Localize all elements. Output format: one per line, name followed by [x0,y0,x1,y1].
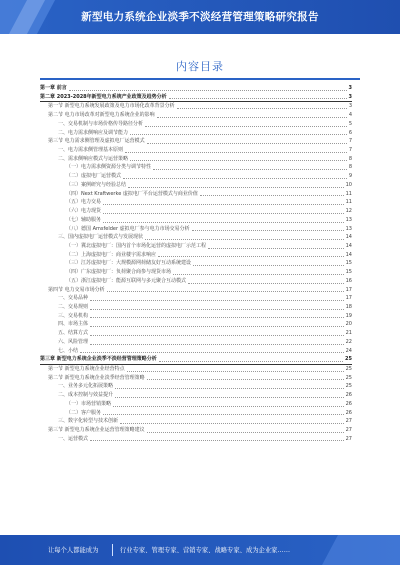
toc-entry[interactable] [40,286,352,295]
toc-entry-text: 一、运营模式 [58,435,89,442]
report-title: 新型电力系统企业淡季不淡经营管理策略研究报告 [81,11,319,23]
toc-page-number: 3 [348,93,352,100]
toc-entry[interactable] [40,172,352,181]
toc-leader-dots [147,432,344,433]
toc-leader-dots [107,291,344,292]
toc-entry[interactable] [40,382,352,391]
toc-entry[interactable] [40,259,352,268]
toc-entry[interactable] [40,146,352,155]
toc-entry-text: （四）Next Kraftwerke 虚拟电厂平台运营模式与商业价值 [66,190,198,197]
toc-page-number: 14 [345,251,352,258]
toc-entry[interactable] [40,225,352,234]
toc-entry-text: 第二节 电力市场改革对新型电力系统企业的影响 [48,112,155,119]
toc-page-number: 8 [348,164,352,171]
toc-entry-text: 第三章 新型电力系统企业淡季不淡经营管理策略分析 [40,356,157,363]
toc-page-number: 7 [348,138,352,145]
toc-page-number: 17 [345,286,352,293]
toc-leader-dots [130,134,347,135]
toc-entry[interactable] [40,312,352,321]
toc-entry-text: 一、业务多元化拓展策略 [58,383,114,390]
toc-page-number: 9 [348,173,352,180]
toc-entry[interactable] [40,391,352,400]
toc-entry[interactable] [40,374,352,383]
toc-leader-dots [173,274,344,275]
toc-leader-dots [130,160,347,161]
toc-entry-text: 三、国内虚拟电厂运营模式与发展现状 [58,234,144,241]
table-of-contents [40,84,352,443]
toc-leader-dots [157,117,347,118]
toc-page-number: 27 [345,427,352,434]
footer-decoration [322,535,400,565]
toc-leader-dots [90,326,344,327]
toc-entry-text: 七、小结 [58,347,79,354]
toc-page-number: 20 [345,321,352,328]
toc-entry-text: （八）德国 Amsfelder 虚拟电厂参与电力市场交易分析 [66,225,190,232]
toc-leader-dots [120,423,344,424]
toc-leader-dots [103,414,344,415]
toc-entry[interactable] [40,347,352,356]
toc-page-number: 3 [348,103,352,110]
toc-leader-dots [192,230,344,231]
toc-leader-dots [125,152,347,153]
toc-leader-dots [147,379,344,380]
toc-entry-text: 二、电力需求侧响应及调节能力 [58,129,129,136]
toc-entry-text: （五）电力交易 [66,199,102,206]
toc-leader-dots [115,397,344,398]
toc-entry[interactable] [40,320,352,329]
toc-page-number: 25 [345,383,352,390]
toc-page-number: 18 [345,303,352,310]
toc-entry[interactable] [40,417,352,426]
toc-page-number: 8 [348,155,352,162]
toc-page-number: 15 [345,269,352,276]
toc-page-number: 25 [345,374,352,381]
toc-entry-text: （二）客户服务 [66,409,102,416]
toc-entry[interactable] [40,329,352,338]
toc-leader-dots [103,213,344,214]
toc-page-number: 5 [348,120,352,127]
toc-page-number: 25 [345,356,352,363]
toc-entry[interactable] [40,216,352,225]
toc-entry-text: 第二节 新型电力系统企业淡季经营管理策略 [48,374,145,381]
toc-page-number: 21 [345,330,352,337]
toc-leader-dots [177,108,347,109]
toc-entry-text: 一、电力需求侧管理基本原则 [58,147,124,154]
toc-entry[interactable] [40,163,352,172]
toc-page-number: 13 [345,216,352,223]
toc-page-number: 25 [345,366,352,372]
toc-entry[interactable] [40,111,352,120]
toc-entry-text: 二、需求侧响应模式与运营策略 [58,155,129,162]
toc-entry-text: 一、交易品种 [58,295,89,302]
toc-page-number: 10 [345,181,352,188]
toc-page-number: 14 [345,234,352,241]
toc-entry[interactable] [40,198,352,207]
toc-leader-dots [90,317,344,318]
toc-entry-text: （一）冀北虚拟电厂：国内首个市场化运营的虚拟电厂示范工程 [66,242,207,249]
toc-entry-text: 第一节 新型电力系统发展政策及电力市场化改革背景分析 [48,103,175,110]
toc-entry-text: （一）市场营销策略 [66,400,112,407]
toc-leader-dots [145,126,347,127]
toc-entry[interactable] [40,426,352,435]
toc-leader-dots [115,388,344,389]
toc-page-number: 17 [345,295,352,302]
toc-entry-text: 三、交易机构 [58,312,89,319]
toc-entry-text: 第四节 电力交易市场分析 [48,286,105,293]
toc-entry-text: 五、结算方式 [58,330,89,337]
toc-entry[interactable] [40,268,352,277]
toc-leader-dots [128,187,344,188]
toc-page-number: 6 [348,129,352,136]
toc-entry[interactable] [40,409,352,418]
toc-entry-text: 四、市场主体 [58,321,89,328]
toc-entry[interactable] [40,93,352,103]
toc-page-number: 16 [345,277,352,284]
toc-entry-text: （二）虚拟电厂运营模式 [66,173,122,180]
toc-leader-dots [123,178,347,179]
toc-entry-text: 二、交易规则 [58,303,89,310]
footer-tags: 行业专家、管理专家、营销专家、战略专家、成为企业家…… [120,547,291,554]
toc-page-number: 4 [348,112,352,119]
toc-page-number: 12 [345,208,352,215]
toc-leader-dots [103,222,344,223]
toc-entry-text: （五）浙江虚拟电厂：能源互联网与多元聚合互动模式 [66,277,187,284]
footer-band [0,535,400,565]
toc-leader-dots [200,195,344,196]
toc-entry[interactable] [40,190,352,199]
toc-leader-dots [169,98,347,99]
toc-entry[interactable] [40,294,352,303]
toc-entry[interactable] [40,242,352,251]
toc-page-number: 3 [348,85,352,91]
toc-entry[interactable] [40,435,352,444]
toc-page-number: 15 [345,260,352,267]
toc-leader-dots [90,344,344,345]
toc-entry-text: 第三节 电力需求侧管理及虚拟电厂运营模式 [48,138,145,145]
toc-entry[interactable] [40,400,352,409]
toc-leader-dots [90,335,344,336]
toc-entry[interactable] [40,137,352,146]
toc-entry-text: （七）辅助服务 [66,216,102,223]
toc-entry-text: （三）江苏虚拟电厂：大规模源网荷储友好互动系统建设 [66,260,192,267]
toc-entry[interactable] [40,355,352,365]
toc-page-number: 13 [345,225,352,232]
toc-leader-dots [153,169,347,170]
toc-page-number: 27 [345,418,352,425]
toc-leader-dots [80,352,344,353]
toc-leader-dots [90,440,344,441]
toc-page-number: 26 [345,409,352,416]
toc-leader-dots [147,143,347,144]
toc-entry[interactable] [40,181,352,190]
toc-page-number: 22 [345,338,352,345]
toc-leader-dots [145,239,344,240]
footer-divider [112,544,113,556]
toc-entry-text: 第一章 前言 [40,85,67,91]
toc-entry-text: 第一节 新型电力系统企业经营特点 [48,366,125,372]
toc-leader-dots [127,371,344,372]
toc-page-number: 14 [345,242,352,249]
toc-page-number: 24 [345,347,352,354]
toc-page-number: 11 [345,199,352,206]
toc-entry[interactable] [40,84,352,93]
toc-title: 内容目录 [176,60,224,73]
toc-entry-text: （四）广东虚拟电厂：负荷聚合商参与现货市场 [66,269,172,276]
toc-page-number: 26 [345,400,352,407]
toc-entry[interactable] [40,251,352,260]
toc-page-number: 7 [348,147,352,154]
toc-entry[interactable] [40,120,352,129]
toc-leader-dots [103,204,344,205]
toc-entry-text: 二、成本控制与效益提升 [58,392,114,399]
toc-entry[interactable] [40,129,352,138]
toc-leader-dots [69,90,347,91]
toc-entry[interactable] [40,365,352,374]
toc-entry[interactable] [40,233,352,242]
toc-entry[interactable] [40,338,352,347]
toc-leader-dots [90,300,344,301]
toc-leader-dots [90,309,344,310]
toc-entry[interactable] [40,277,352,286]
toc-page-number: 19 [345,312,352,319]
toc-entry[interactable] [40,303,352,312]
header-band [0,0,400,34]
toc-title-rule [40,78,360,80]
toc-entry-text: （二）上海虚拟电厂：商业楼宇需求响应 [66,251,157,258]
toc-entry-text: （六）电力现货 [66,208,102,215]
toc-entry[interactable] [40,155,352,164]
toc-entry[interactable] [40,102,352,111]
toc-leader-dots [159,361,343,362]
toc-entry-text: 第二章 2023-2028年新型电力系统产业政策及趋势分析 [40,93,167,100]
toc-page-number: 27 [345,435,352,442]
toc-entry-text: 一、交易机制与市场价格传导路径分析 [58,120,144,127]
toc-entry-text: 三、数字化转型与技术创新 [58,418,119,425]
toc-page-number: 11 [345,190,352,197]
toc-leader-dots [208,248,344,249]
toc-entry-text: 第三节 新型电力系统企业运营管理策略建议 [48,427,145,434]
toc-leader-dots [158,256,344,257]
toc-entry-text: （三）案例研究与经验总结 [66,181,127,188]
footer-slogan: 让每个人都能成为 [48,547,99,554]
toc-leader-dots [193,265,344,266]
toc-leader-dots [113,406,344,407]
toc-entry-text: （一）电力需求侧资源分类与调节特性 [66,164,152,171]
toc-leader-dots [188,283,344,284]
toc-entry[interactable] [40,207,352,216]
toc-entry-text: 六、风险管理 [58,338,89,345]
toc-page-number: 26 [345,392,352,399]
